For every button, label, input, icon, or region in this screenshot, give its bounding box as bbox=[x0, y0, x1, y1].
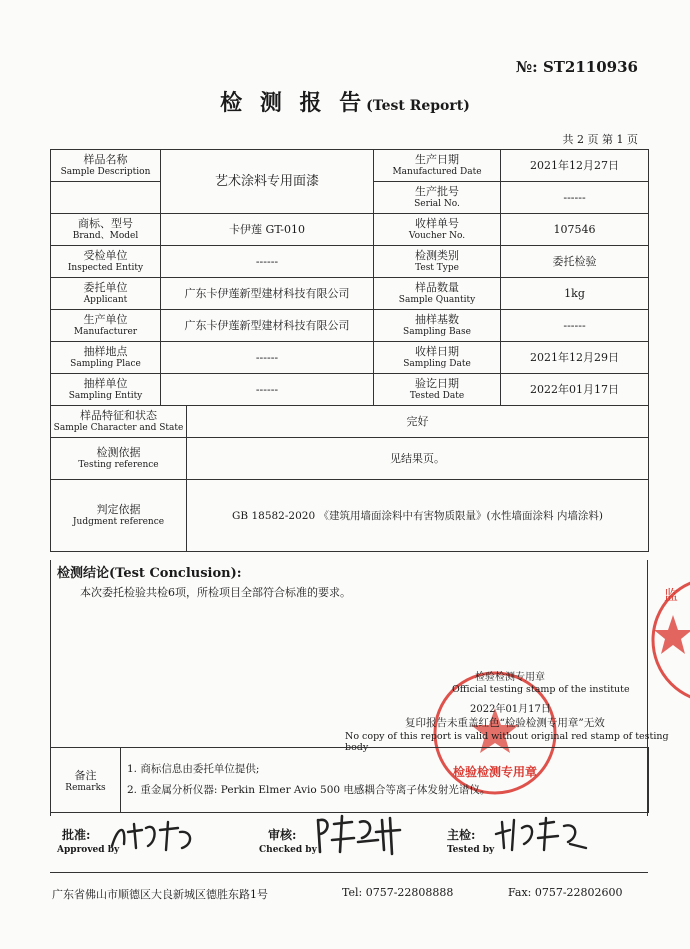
checked-en: Checked by bbox=[259, 845, 317, 855]
page-info: 共 2 页 第 1 页 bbox=[562, 133, 638, 146]
sample-character-value: 完好 bbox=[187, 406, 649, 438]
tested-en: Tested by bbox=[447, 845, 495, 855]
notice-cn: 复印报告未重盖红色“检验检测专用章”无效 bbox=[405, 717, 605, 729]
serial-no-value: ------ bbox=[501, 182, 649, 214]
applicant-value: 广东卡伊莲新型建材科技有限公司 bbox=[161, 278, 374, 310]
remarks-table bbox=[50, 747, 649, 813]
manufacturer-value: 广东卡伊莲新型建材科技有限公司 bbox=[161, 310, 374, 342]
tested-date-value: 2022年01月17日 bbox=[501, 374, 649, 406]
manufactured-date-label: 生产日期 Manufactured Date bbox=[374, 150, 501, 182]
sample-desc-value: 艺术涂料专用面漆 bbox=[161, 150, 374, 214]
sampling-date-value: 2021年12月29日 bbox=[501, 342, 649, 374]
seal-text: 检验检测专用章 bbox=[452, 765, 538, 779]
remarks-label: 备注 Remarks bbox=[51, 748, 121, 813]
tested-date-label: 验讫日期 Tested Date bbox=[374, 374, 501, 406]
remarks-line1: 1. 商标信息由委托单位提供; bbox=[127, 763, 260, 775]
stamp-line1: 检验检测专用章 bbox=[475, 672, 545, 683]
footer-tel: Tel: 0757-22808888 bbox=[342, 886, 454, 899]
stamp-line2: Official testing stamp of the institute bbox=[452, 684, 630, 695]
tested-signature bbox=[490, 814, 590, 854]
sampling-place-value: ------ bbox=[161, 342, 374, 374]
stamp-date: 2022年01月17日 bbox=[470, 704, 551, 715]
approved-en: Approved by bbox=[57, 845, 120, 855]
footer-divider bbox=[50, 872, 648, 873]
brand-model-value: 卡伊莲 GT-010 bbox=[161, 214, 374, 246]
approved-signature bbox=[108, 818, 198, 854]
checked-label: 审核: bbox=[268, 828, 297, 842]
test-type-value: 委托检验 bbox=[501, 246, 649, 278]
sample-quantity-label: 样品数量 Sample Quantity bbox=[374, 278, 501, 310]
sample-desc-label-cont bbox=[51, 182, 161, 214]
applicant-label: 委托单位 Applicant bbox=[51, 278, 161, 310]
voucher-no-value: 107546 bbox=[501, 214, 649, 246]
sampling-base-value: ------ bbox=[501, 310, 649, 342]
checked-signature bbox=[312, 812, 407, 856]
inspected-entity-label: 受检单位 Inspected Entity bbox=[51, 246, 161, 278]
test-type-label: 检测类别 Test Type bbox=[374, 246, 501, 278]
remarks-content bbox=[121, 748, 649, 813]
conclusion-text: 本次委托检验共检6项，所检项目全部符合标准的要求。 bbox=[80, 586, 351, 599]
judgment-reference-label: 判定依据 Judgment reference bbox=[51, 480, 187, 552]
testing-reference-label: 检测依据 Testing reference bbox=[51, 438, 187, 480]
tested-label: 主检: bbox=[447, 828, 476, 842]
manufacturer-label: 生产单位 Manufacturer bbox=[51, 310, 161, 342]
voucher-no-label: 收样单号 Voucher No. bbox=[374, 214, 501, 246]
testing-reference-value: 见结果页。 bbox=[187, 438, 649, 480]
sampling-entity-value: ------ bbox=[161, 374, 374, 406]
sampling-place-label: 抽样地点 Sampling Place bbox=[51, 342, 161, 374]
page-title bbox=[0, 86, 690, 117]
report-number: №: ST2110936 bbox=[515, 58, 638, 76]
title-en: (Test Report) bbox=[366, 98, 470, 114]
sample-character-label: 样品特征和状态 Sample Character and State bbox=[51, 406, 187, 438]
sampling-entity-label: 抽样单位 Sampling Entity bbox=[51, 374, 161, 406]
conclusion-title: 检测结论(Test Conclusion): bbox=[57, 566, 242, 581]
sample-quantity-value: 1kg bbox=[501, 278, 649, 310]
remarks-line2: 2. 重金属分析仪器: Perkin Elmer Avio 500 电感耦合等离子体发射光谱仪。 bbox=[127, 784, 491, 796]
sampling-date-label: 收样日期 Sampling Date bbox=[374, 342, 501, 374]
footer-address: 广东省佛山市顺德区大良新城区德胜东路1号 bbox=[52, 888, 268, 901]
footer-fax: Fax: 0757-22802600 bbox=[508, 886, 623, 899]
brand-model-label: 商标、型号 Brand、Model bbox=[51, 214, 161, 246]
manufactured-date-value: 2021年12月27日 bbox=[501, 150, 649, 182]
title-cn: 检 测 报 告 bbox=[220, 90, 367, 116]
report-info-table bbox=[50, 149, 649, 552]
inspected-entity-value: ------ bbox=[161, 246, 374, 278]
notice-en: No copy of this report is valid without original red stamp of testing body bbox=[345, 731, 669, 753]
side-seal bbox=[650, 570, 690, 710]
approved-label: 批准: bbox=[62, 828, 91, 842]
sample-desc-label: 样品名称 Sample Description bbox=[51, 150, 161, 182]
serial-no-label: 生产批号 Serial No. bbox=[374, 182, 501, 214]
side-seal-text: 监 bbox=[664, 588, 678, 604]
sampling-base-label: 抽样基数 Sampling Base bbox=[374, 310, 501, 342]
judgment-reference-value: GB 18582-2020 《建筑用墙面涂料中有害物质限量》(水性墙面涂料 内墙涂料) bbox=[187, 480, 649, 552]
